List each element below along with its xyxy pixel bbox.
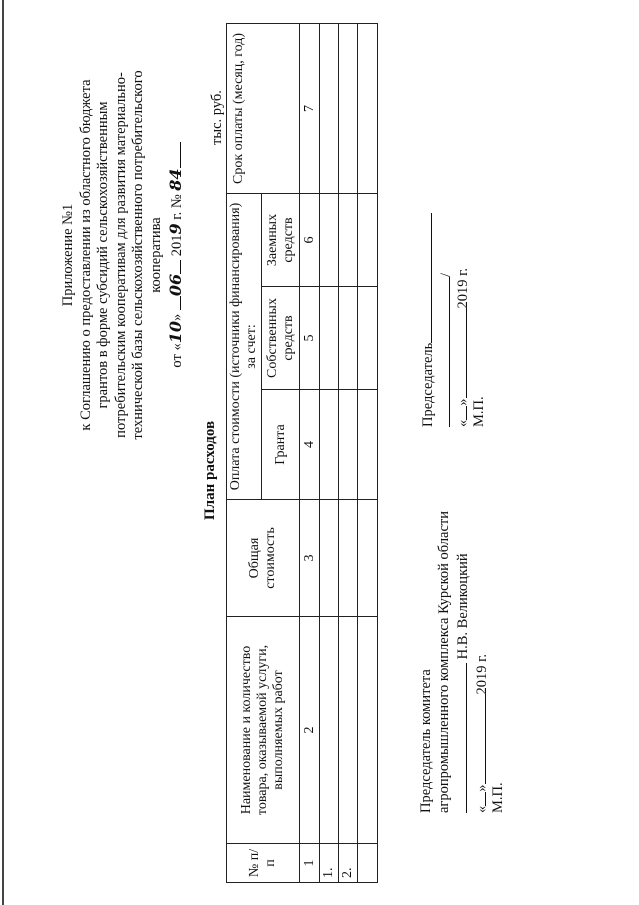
left-signature-name: Н.В. Великоцкий	[455, 553, 471, 660]
header-total: Общая стоимость	[226, 499, 300, 617]
column-number: 7	[299, 23, 320, 194]
row-name-cell	[319, 616, 339, 844]
header-name: Наименование и количество товара, оказываемой услуги, выполняемых работ	[226, 616, 300, 844]
blank-line	[167, 142, 181, 168]
row-own-cell	[338, 286, 358, 390]
row-loan-cell	[338, 193, 358, 287]
header-loan: Заемных средств	[261, 193, 300, 287]
row-name-cell	[338, 616, 358, 844]
column-number: 4	[299, 389, 320, 500]
left-signature-name-line	[453, 553, 473, 813]
column-number: 2	[299, 616, 320, 844]
empty-cell	[357, 843, 378, 883]
appendix-line: технической базы сельскохозяйственного потребительского	[130, 70, 146, 440]
header-payment-group: Оплата стоимости (источники финансирования) за счет:	[226, 193, 262, 500]
blank-line	[167, 296, 181, 310]
units-label: тыс. руб.	[209, 90, 225, 145]
row-term-cell	[338, 23, 358, 194]
signature-blank	[453, 663, 467, 813]
agreement-date-line: от «10» 06 2019 г. № 84	[167, 35, 187, 475]
column-number: 1	[299, 843, 320, 883]
appendix-line: потребительским кооперативам для развития материально-	[112, 72, 129, 438]
right-signature-stamp: М.П.	[471, 396, 487, 427]
handwritten-month: 06	[166, 273, 185, 297]
right-signature-title-line: Председатель	[418, 213, 438, 427]
header-term: Срок оплаты (месяц, год)	[226, 23, 300, 194]
left-signature-stamp: М.П.	[490, 782, 506, 813]
header-own: Собственных средств	[261, 286, 300, 390]
appendix-line: кооператива	[147, 217, 164, 293]
column-number: 6	[299, 193, 320, 287]
row-own-cell	[319, 286, 339, 390]
appendix-line: к Соглашению о предоставлении из областного бюджета	[77, 79, 94, 431]
empty-cell	[357, 286, 378, 390]
row-total-cell	[338, 499, 358, 617]
left-signature-org: агропромышленного комплекса Курской области	[436, 510, 452, 813]
appendix-header	[60, 35, 187, 475]
empty-cell	[357, 389, 378, 500]
right-signature-date: «»2019 г.	[455, 267, 471, 427]
blank-line	[167, 260, 181, 274]
right-signature-name-line: /	[436, 273, 456, 427]
header-grant: Гранта	[261, 389, 300, 500]
plan-title: План расходов	[202, 420, 218, 520]
row-num: 1.	[319, 843, 339, 883]
handwritten-day: 10	[166, 321, 185, 344]
header-num: № п/п	[226, 843, 300, 883]
row-grant-cell	[319, 389, 339, 500]
row-loan-cell	[319, 193, 339, 287]
appendix-line: грантов в форме субсидий сельскохозяйственным	[95, 101, 111, 409]
row-grant-cell	[338, 389, 358, 500]
empty-cell	[357, 23, 378, 194]
row-num: 2.	[338, 843, 358, 883]
empty-cell	[357, 616, 378, 844]
handwritten-number: 84	[166, 168, 185, 191]
empty-cell	[357, 499, 378, 617]
empty-cell	[357, 193, 378, 287]
row-total-cell	[319, 499, 339, 617]
expense-plan-table	[226, 23, 378, 883]
column-number: 3	[299, 499, 320, 617]
row-term-cell	[319, 23, 339, 194]
column-number: 5	[299, 286, 320, 390]
appendix-title: Приложение №1	[60, 203, 76, 307]
handwritten-year-digit: 9	[166, 223, 185, 235]
left-signature-title: Председатель комитета	[418, 669, 434, 813]
scan-edge	[2, 0, 4, 905]
left-signature-date: «»2019 г.	[474, 653, 490, 813]
